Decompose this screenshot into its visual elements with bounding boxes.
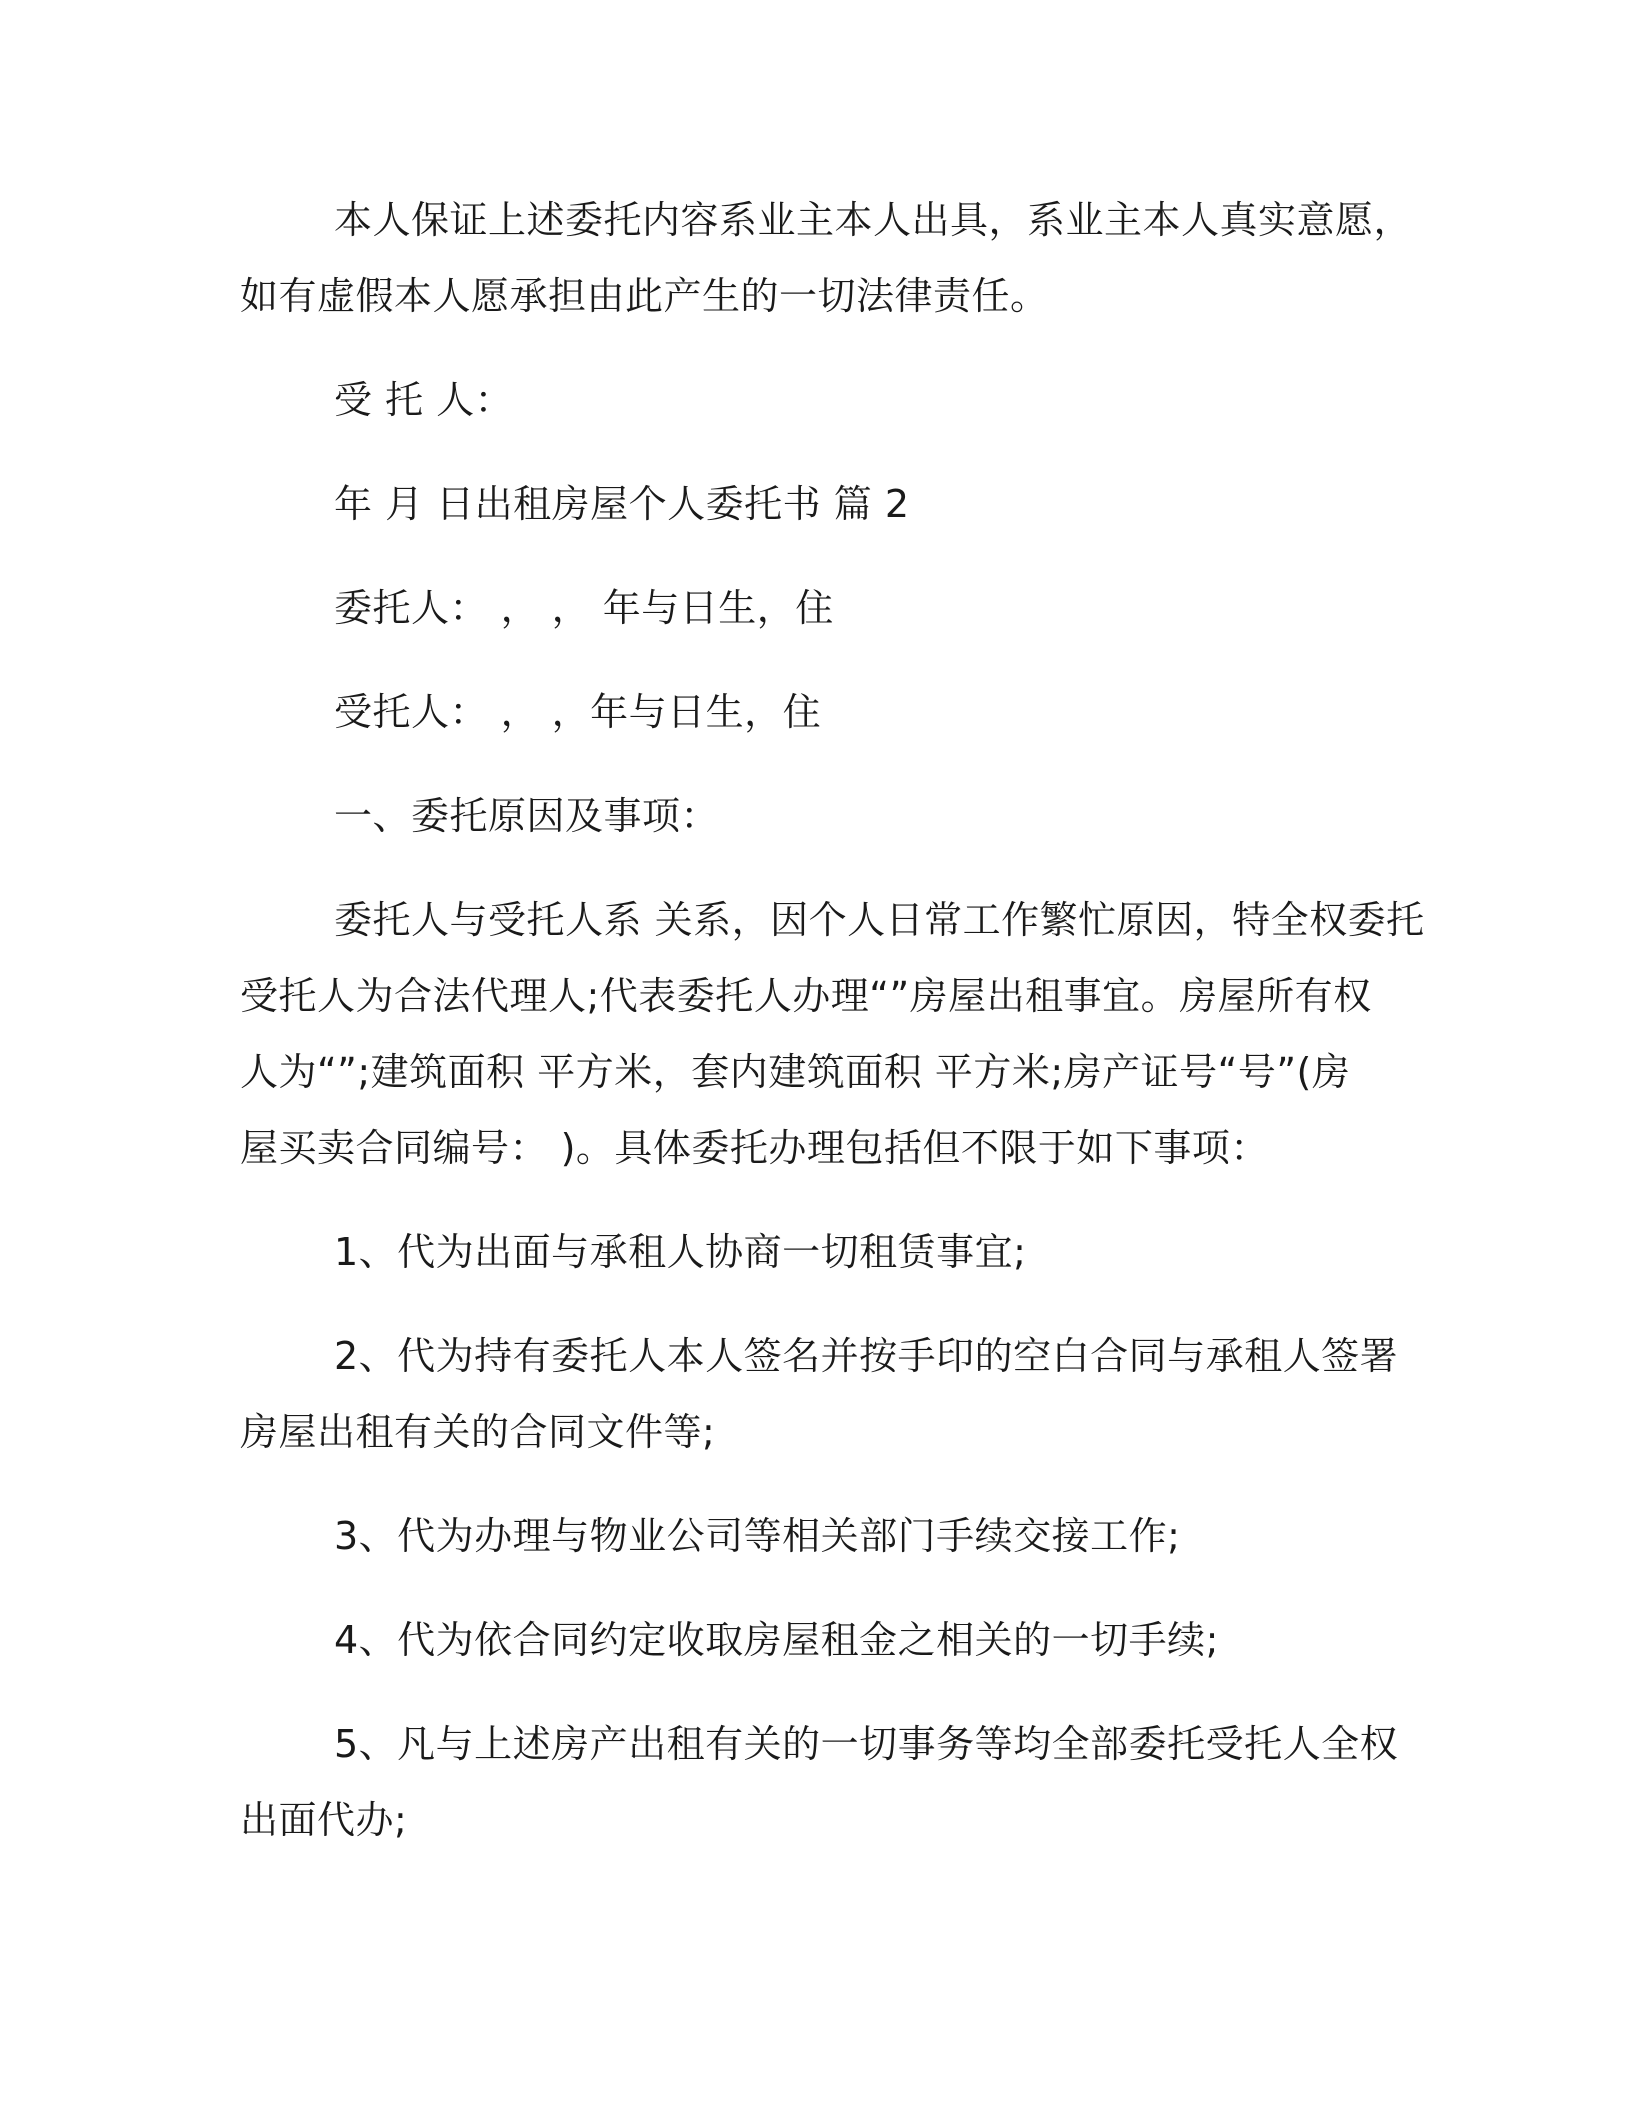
text-line: 5、凡与上述房产出租有关的一切事务等均全部委托受托人全权 xyxy=(334,1722,1399,1766)
trustee-signature-line xyxy=(240,362,1380,438)
text-line: 年 月 日出租房屋个人委托书 篇 2 xyxy=(334,482,910,526)
principal-line xyxy=(240,570,1380,646)
item-4 xyxy=(240,1602,1380,1678)
text-line: 受托人： ， ，年与日生，住 xyxy=(334,690,822,734)
text-line: 房屋出租有关的合同文件等; xyxy=(240,1410,716,1454)
item-2 xyxy=(240,1318,1399,1470)
text-line: 出面代办; xyxy=(240,1798,408,1842)
text-line: 如有虚假本人愿承担由此产生的一切法律责任。 xyxy=(240,274,1049,318)
item-3 xyxy=(240,1498,1380,1574)
text-line: 人为“”;建筑面积 平方米，套内建筑面积 平方米;房产证号“号”(房 xyxy=(240,1050,1351,1094)
text-line: 4、代为依合同约定收取房屋租金之相关的一切手续; xyxy=(334,1618,1219,1662)
date-and-title-line xyxy=(240,466,1380,542)
guarantee-paragraph xyxy=(240,182,1413,334)
text-line: 受 托 人： xyxy=(334,378,514,422)
agent-line xyxy=(240,674,1380,750)
section-heading xyxy=(240,778,1380,854)
text-line: 屋买卖合同编号： )。具体委托办理包括但不限于如下事项： xyxy=(240,1126,1269,1170)
text-line: 委托人： ， ， 年与日生，住 xyxy=(334,586,834,630)
text-line: 委托人与受托人系 关系，因个人日常工作繁忙原因，特全权委托 xyxy=(334,898,1425,942)
text-line: 本人保证上述委托内容系业主本人出具，系业主本人真实意愿， xyxy=(334,198,1413,242)
text-line: 1、代为出面与承租人协商一切租赁事宜; xyxy=(334,1230,1027,1274)
item-1 xyxy=(240,1214,1380,1290)
commission-paragraph xyxy=(240,882,1425,1186)
text-line: 一、委托原因及事项： xyxy=(334,794,720,838)
item-5 xyxy=(240,1706,1399,1858)
text-line: 受托人为合法代理人;代表委托人办理“”房屋出租事宜。房屋所有权 xyxy=(240,974,1372,1018)
text-line: 3、代为办理与物业公司等相关部门手续交接工作; xyxy=(334,1514,1181,1558)
text-line: 2、代为持有委托人本人签名并按手印的空白合同与承租人签署 xyxy=(334,1334,1399,1378)
